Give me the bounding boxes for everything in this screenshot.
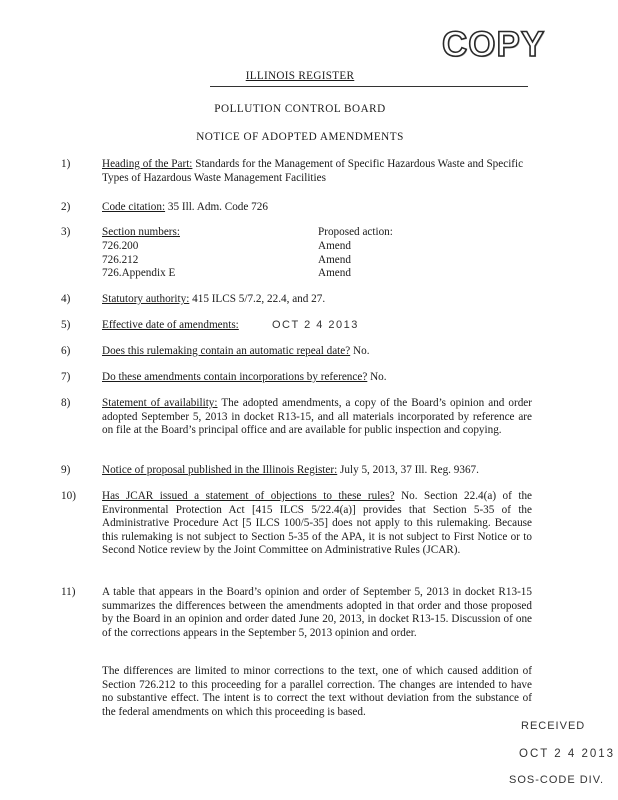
section-number: 726.200 — [102, 240, 139, 252]
item-4-text: Statutory authority: 415 ILCS 5/7.2, 22.4, and 27. — [102, 293, 326, 305]
item-1-number: 1) — [61, 158, 71, 170]
item-2-text: Code citation: 35 Ill. Adm. Code 726 — [102, 201, 268, 213]
received-stamp-label: RECEIVED — [521, 720, 586, 732]
item-11-number: 11) — [61, 586, 76, 598]
board-title: POLLUTION CONTROL BOARD — [214, 103, 386, 115]
differences-paragraph: The differences are limited to minor corrections to the text, one of which caused addition of Section 726.212 to this proceeding for a parallel correction. The changes are intended to have no substantive effect. The intent is to correct the text without deviation from the substance of the federal amendments on which this proceeding is based. — [102, 665, 532, 718]
item-7-text: Do these amendments contain incorporations by reference? No. — [102, 371, 387, 383]
item-4-number: 4) — [61, 293, 71, 305]
item-10-number: 10) — [61, 490, 76, 502]
register-heading: ILLINOIS REGISTER — [245, 70, 355, 82]
item-6-text: Does this rulemaking contain an automatic repeal date? No. — [102, 345, 370, 357]
received-stamp-date: OCT 2 4 2013 — [519, 748, 616, 760]
item-1-text: Heading of the Part: Standards for the Management of Specific Hazardous Waste and Specific Types of Hazardous Waste Management Facilities — [102, 158, 524, 184]
item-8-number: 8) — [61, 397, 71, 409]
item-7-number: 7) — [61, 371, 71, 383]
section-number: 726.Appendix E — [102, 267, 176, 280]
item-5-number: 5) — [61, 319, 71, 331]
section-number: 726.212 — [102, 253, 139, 266]
section-action: Amend — [318, 267, 351, 280]
notice-title: NOTICE OF ADOPTED AMENDMENTS — [196, 131, 404, 143]
section-action: Amend — [318, 240, 351, 252]
item-2-number: 2) — [61, 201, 71, 213]
item-9-number: 9) — [61, 464, 71, 476]
item-9-text: Notice of proposal published in the Illinois Register: July 5, 2013, 37 Ill. Reg. 9367. — [102, 464, 479, 476]
received-stamp-office: SOS-CODE DIV. — [509, 774, 605, 786]
item-3-sections: Section numbers: Proposed action: 726.200 Amend 726.212 Amend 726.Appendix E Amend — [102, 226, 393, 280]
item-10-text: Has JCAR issued a statement of objections to these rules? No. Section 22.4(a) of the Environmental Protection Act [415 ILCS 5/22.4(a)] provides that Section 5-35 of the Administrative Procedure Act [5 ILCS 100/5-35] does not apply to this rulemaking. Because this rulemaking is not subject to Section 5-35 of the APA, it is not subject to First Notice or to Second Notice review by the Joint Committee on Administrative Rules (JCAR). — [102, 490, 533, 557]
header-rule — [210, 86, 528, 87]
item-8-text: Statement of availability: The adopted amendments, a copy of the Board’s opinion and order adopted September 5, 2013 in docket R13-15, and all materials incorporated by reference are on file at the Board’s principal office and are available for public inspection and copying. — [102, 397, 532, 437]
item-3-number: 3) — [61, 226, 71, 238]
copy-stamp: COPY — [442, 25, 546, 64]
section-action: Amend — [318, 253, 351, 266]
item-11-text: A table that appears in the Board’s opinion and order of September 5, 2013 in docket R13-15 summarizes the differences between the amendments adopted in that order and those proposed by the Board in an opinion and order dated June 20, 2013, in docket R13-15. Discussion of one of the corrections appears in the September 5, 2013 opinion and order. — [102, 586, 532, 639]
item-5-text: Effective date of amendments: OCT 2 4 2013 — [102, 319, 359, 331]
item-6-number: 6) — [61, 345, 71, 357]
effective-date-stamp: OCT 2 4 2013 — [272, 319, 359, 331]
